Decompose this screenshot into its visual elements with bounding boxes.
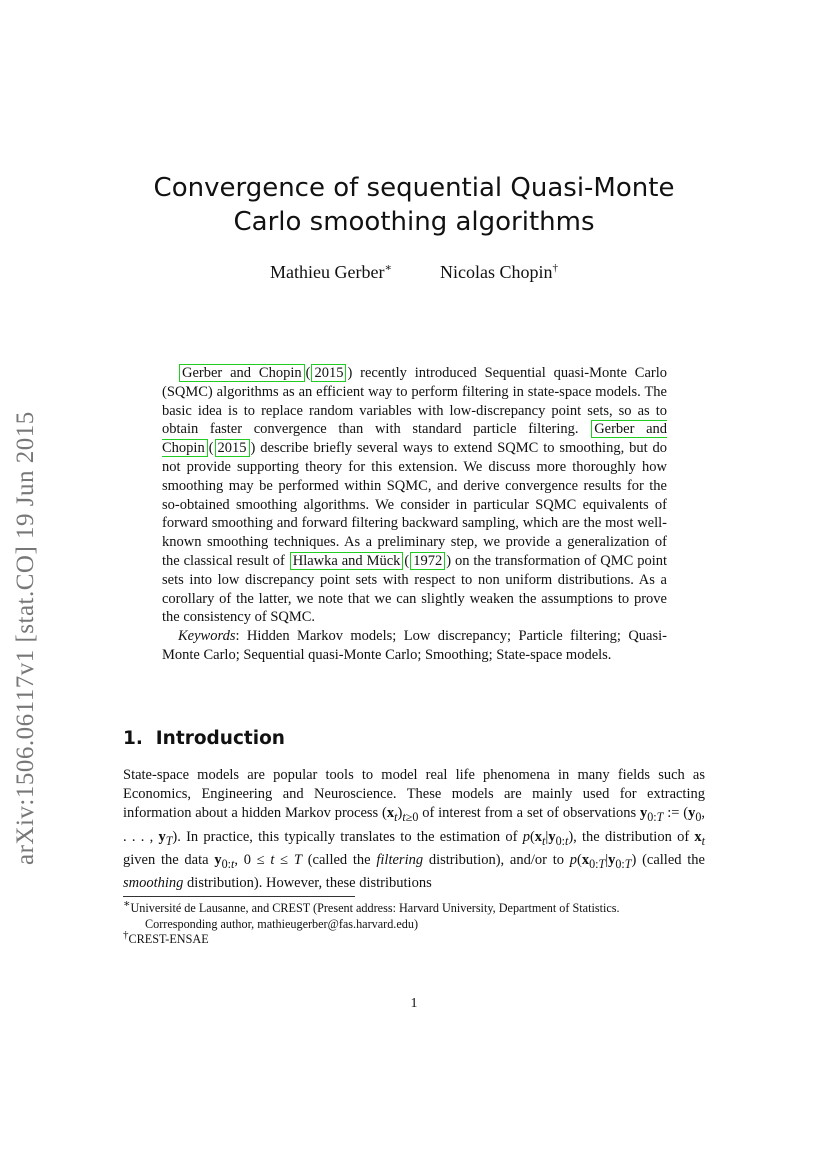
author-footnote-mark: † [552,262,558,274]
paper-title [80,171,748,239]
footnotes [123,897,708,948]
citation-link[interactable]: Gerber and Chopin [179,364,305,382]
keywords: Keywords: Hidden Markov models; Low discrepancy; Particle filtering; Quasi-Monte Carlo; Sequential quasi-Monte Carlo; Smoothing; State-space models. [162,628,667,663]
intro-paragraph: State-space models are popular tools to model real life phenomena in many fields such as Economics, Engineering and Neuroscience. These models are mainly used for extracting information about a hidden Markov process $(x_t)_{t\ge 0}$ of interest from a set of observations $y_{0:T}$ := ($y_0$, . . . , $y_T$). In practice, this typically translates to the estimation of $p(x_t|y_{0:t})$, the distribution of $x_t$ given the data $y_{0:t}$, 0 ≤ t ≤ T (called the filtering distribution), and/or to $p(x_{0:T}|y_{0:T})$ (called the smoothing distribution). However, these distributions [123,767,706,891]
page-number: 1 [410,996,418,1011]
citation-year-link[interactable]: 1972 [410,552,445,570]
citation-link[interactable]: Hlawka and Mück [290,552,404,570]
abstract [162,364,667,665]
abstract-paragraph: Gerber and Chopin ( 2015 ) recently introduced Sequential quasi-Monte Carlo (SQMC) algorithms as an efficient way to perform filtering in state-space models. The basic idea is to replace random variables with low-discrepancy point sets, so as to obtain faster convergence than with standard particle filtering. Gerber and Chopin ( 2015 ) describe briefly several ways to extend SQMC to smoothing, but do not provide supporting theory for this extension. We discuss more thoroughly how smoothing may be performed within SQMC, and derive convergence results for the so-obtained smoothing algorithms. We consider in particular SQMC equivalents of forward smoothing and forward filtering backward sampling, which are the most well-known smoothing techniques. As a preliminary step, we provide a generalization of the classical result of Hlawka and Mück ( 1972 ) on the transformation of QMC point sets into low discrepancy point sets with respect to non uniform distributions. As a corollary of the latter, we note that we can slightly weaken the assumptions to prove the consistency of SQMC. [162,365,668,626]
author-list [0,262,828,283]
author-gerber: Mathieu Gerber∗ [270,262,392,282]
keywords-label: Keywords [178,628,236,645]
citation-year-link[interactable]: 2015 [311,364,346,382]
section-heading: 1. Introduction [123,728,285,749]
paper-title-line-2: Carlo smoothing algorithms [233,207,595,237]
paper-title-line-1: Convergence of sequential Quasi-Monte [153,173,675,203]
author-footnote-mark: ∗ [384,262,392,274]
author-chopin: Nicolas Chopin† [439,262,558,282]
citation-year-link[interactable]: 2015 [215,439,250,457]
footnote-1-continued: Corresponding author, mathieugerber@fas.harvard.edu) [145,916,419,931]
footnote-1: ∗Université de Lausanne, and CREST (Present address: Harvard University, Department of Statistics. [123,897,620,915]
introduction-text [123,766,705,893]
arxiv-identifier-stamp: arXiv:1506.06117v1 [stat.CO] 19 Jun 2015 [12,411,39,865]
footnote-2: †CREST-ENSAE [123,928,209,946]
footnote-rule [123,896,355,897]
citation-link[interactable]: Gerber and Chopin [162,421,668,457]
